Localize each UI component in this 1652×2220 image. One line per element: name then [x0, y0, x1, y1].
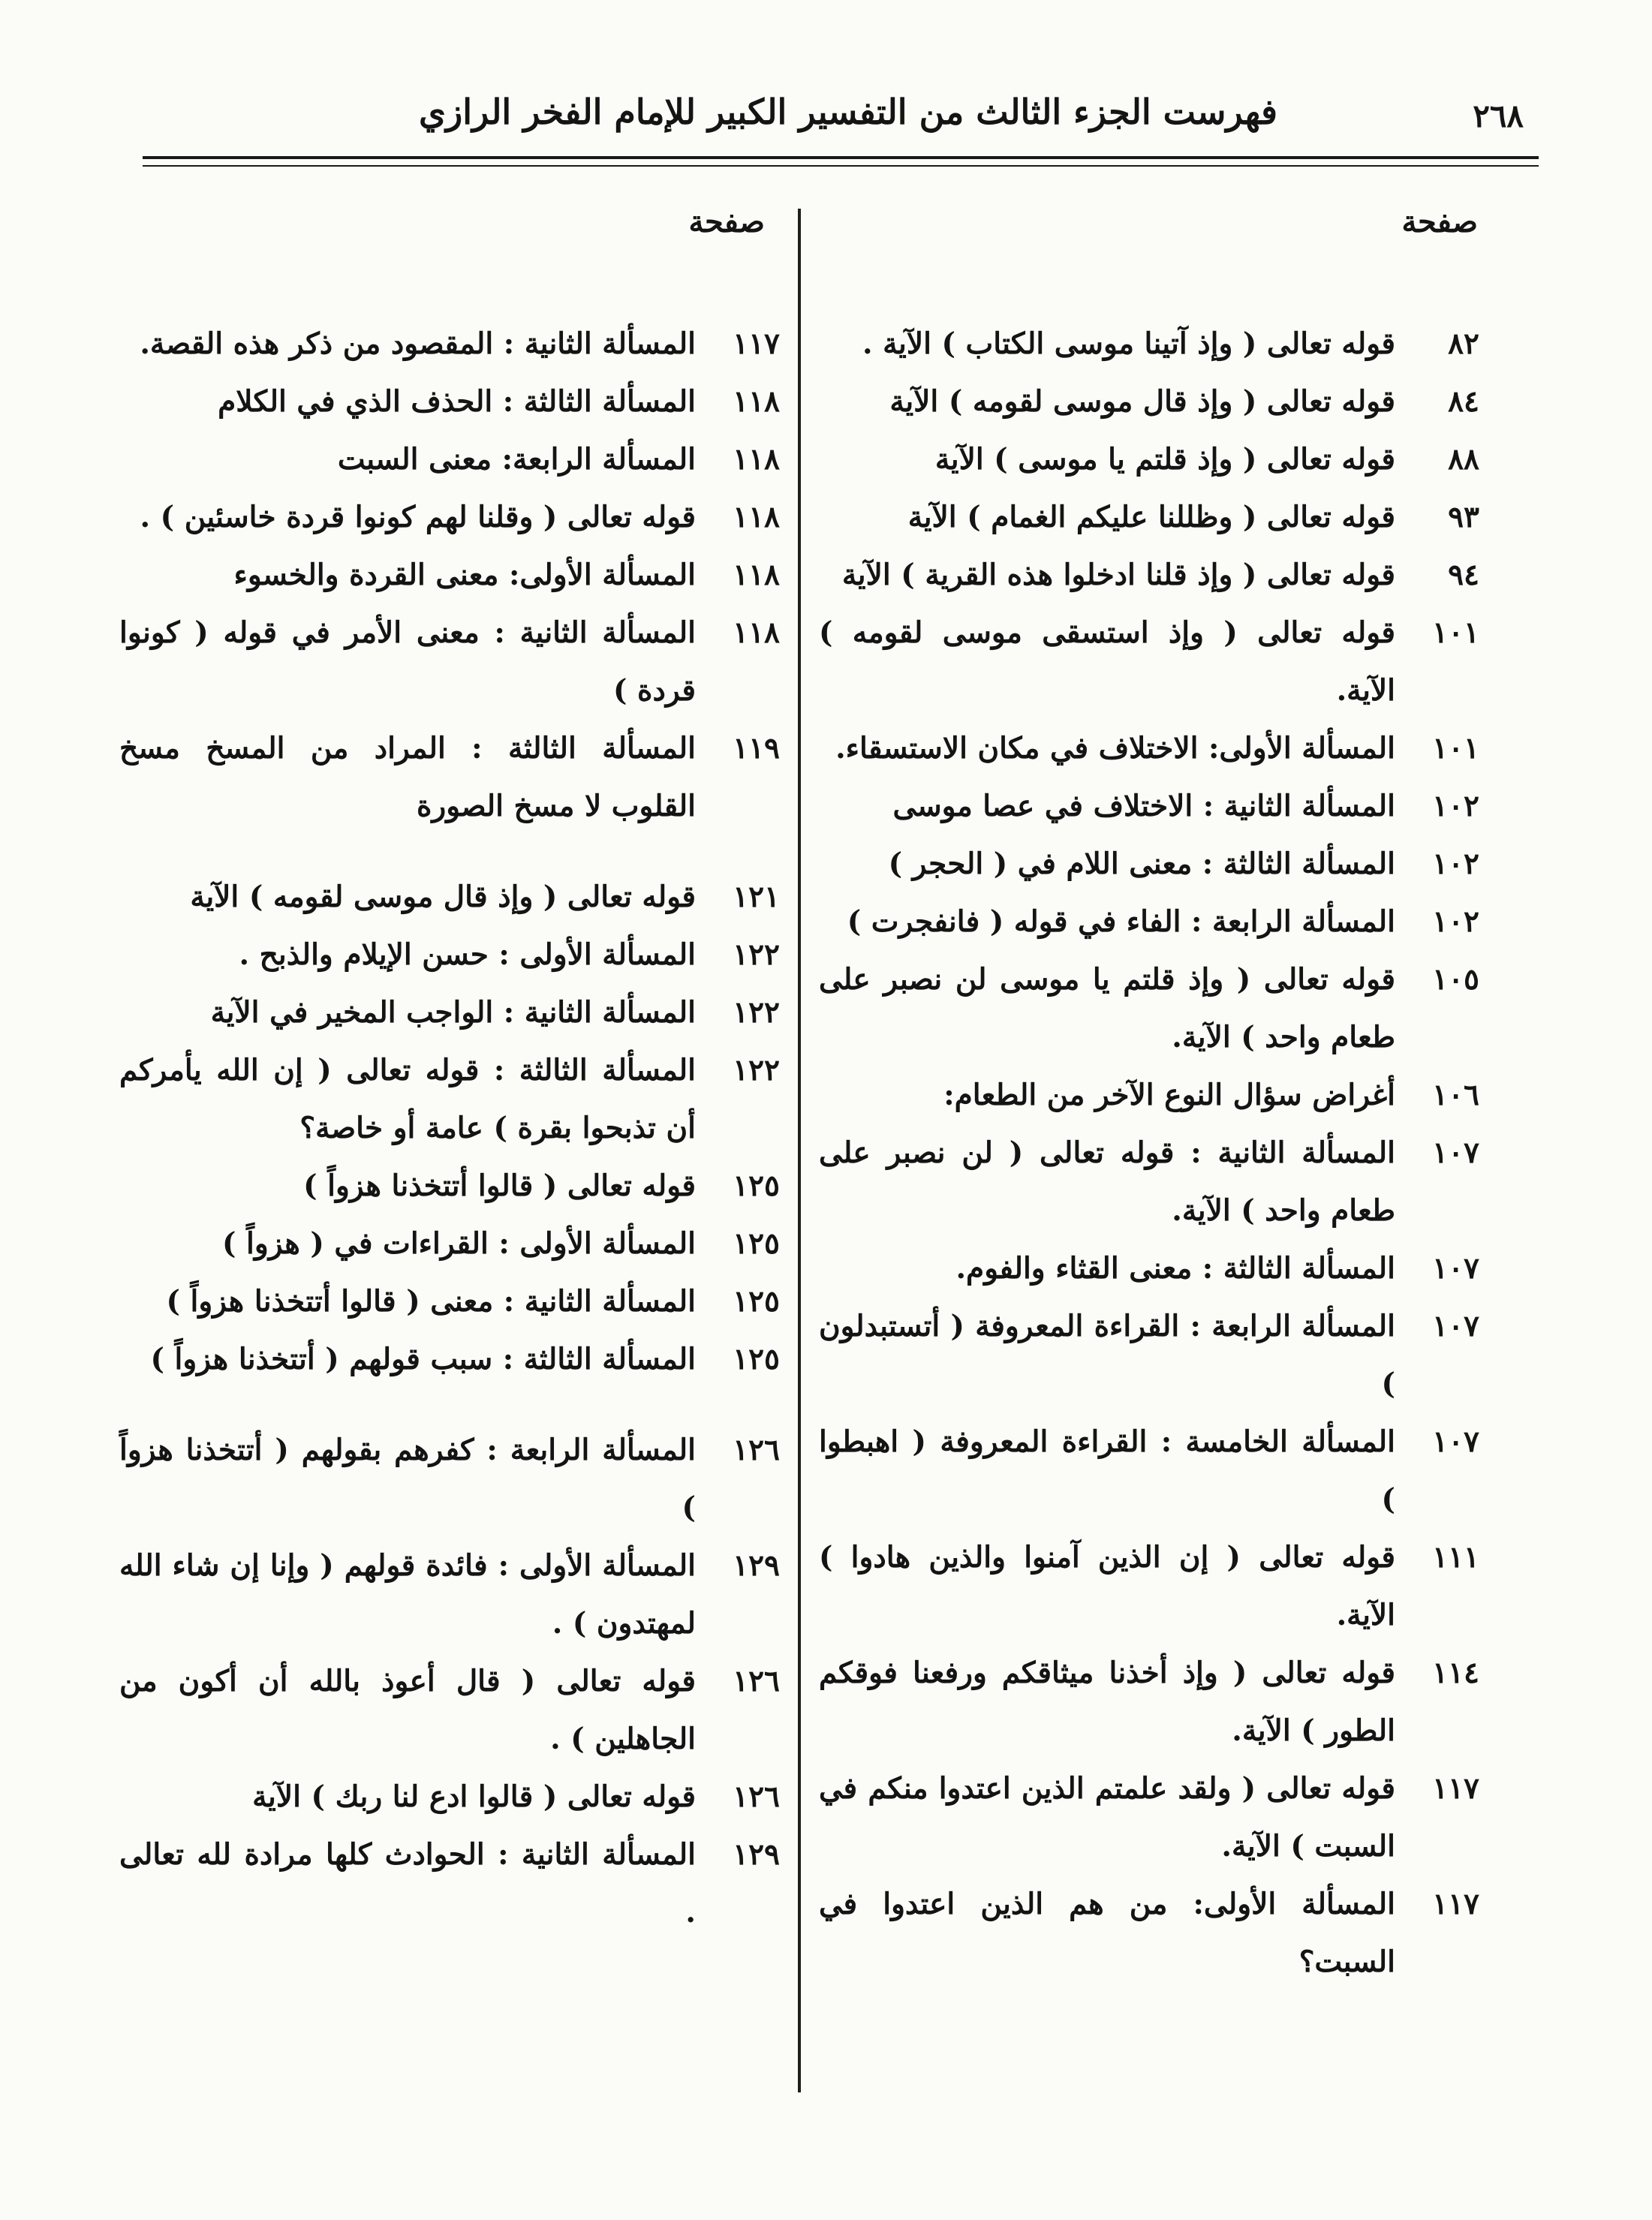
index-entry: [819, 893, 1479, 951]
index-entry: [119, 868, 780, 926]
entry-page-number: ١١٤: [1432, 1656, 1479, 1690]
index-entry: [119, 1157, 780, 1215]
right-column-heading: صفحة: [1401, 204, 1478, 239]
index-entry: [819, 1876, 1479, 1991]
entry-page-number: ١٠٧: [1432, 1424, 1479, 1459]
entry-page-number: ١٢٥: [733, 1342, 780, 1376]
index-entry: [819, 1240, 1479, 1298]
index-entry: [819, 546, 1479, 604]
entry-title: المسألة الثالثة : معنى اللام في ( الحجر ): [888, 847, 1395, 881]
index-entry: [819, 1760, 1479, 1876]
entry-page-number: ٨٨: [1448, 442, 1479, 477]
entry-page-number: ١٢٦: [733, 1664, 780, 1698]
entry-page-number: ١٠٦: [1432, 1078, 1479, 1112]
entry-title: قوله تعالى ( قالوا ادع لنا ربك ) الآية: [252, 1779, 696, 1814]
index-entry: [119, 1826, 780, 1942]
entry-page-number: ١١٧: [733, 326, 780, 361]
index-entry: [119, 984, 780, 1042]
index-entry: [119, 1042, 780, 1157]
entry-title: قوله تعالى ( ولقد علمتم الذين اعتدوا منكم في السبت ) الآية.: [819, 1771, 1395, 1864]
entry-page-number: ١٠٢: [1432, 847, 1479, 881]
entry-title: المسألة الخامسة : القراءة المعروفة ( اهبطوا ): [819, 1424, 1395, 1517]
index-entry: [119, 1537, 780, 1653]
entry-page-number: ١١٩: [733, 731, 780, 766]
entry-title: المسألة الثالثة : قوله تعالى ( إن الله يأمركم أن تذبحوا بقرة ) عامة أو خاصة؟: [119, 1053, 696, 1145]
index-entry: [819, 1298, 1479, 1413]
entry-title: المسألة الثالثة : معنى القثاء والفوم.: [955, 1251, 1395, 1286]
entry-page-number: ١١٨: [733, 615, 780, 650]
index-entry: [819, 315, 1479, 373]
entry-page-number: ١٠١: [1432, 731, 1479, 766]
index-entry: [119, 720, 780, 835]
index-entry: [819, 1413, 1479, 1529]
index-entry: [119, 1653, 780, 1768]
page-header: [143, 75, 1539, 158]
index-entry: [819, 489, 1479, 546]
entry-page-number: ١٢٦: [733, 1779, 780, 1814]
entry-title: قوله تعالى ( وإذ قلتم يا موسى ) الآية: [934, 442, 1395, 477]
entry-page-number: ١٠١: [1432, 615, 1479, 650]
index-entry: [119, 604, 780, 720]
entry-page-number: ١١٨: [733, 500, 780, 534]
entry-page-number: ١٢٢: [733, 937, 780, 972]
index-entry: [819, 778, 1479, 835]
entry-title: المسألة الثالثة : الحذف الذي في الكلام: [218, 384, 696, 419]
entry-title: المسألة الرابعة : كفرهم بقولهم ( أتتخذنا هزواً ): [119, 1433, 696, 1525]
entry-title: المسألة الرابعة: معنى السبت: [337, 442, 696, 477]
entry-page-number: ١٠٢: [1432, 789, 1479, 823]
index-entry: [819, 720, 1479, 778]
entry-title: المسألة الثانية : الحوادث كلها مرادة لله تعالى .: [119, 1837, 696, 1930]
entry-title: المسألة الرابعة : القراءة المعروفة ( أتستبدلون ): [819, 1309, 1395, 1401]
entry-title: المسألة الثالثة : المراد من المسخ مسخ القلوب لا مسخ الصورة: [119, 731, 696, 823]
index-entry: [819, 1644, 1479, 1760]
entry-title: قوله تعالى ( وإذ قال موسى لقومه ) الآية: [889, 384, 1395, 419]
section-spacer: [119, 1388, 780, 1421]
left-column: [119, 315, 780, 1942]
entry-title: المسألة الثانية : المقصود من ذكر هذه القصة.: [140, 326, 696, 361]
index-entry: [119, 1331, 780, 1388]
entry-page-number: ١٢٥: [733, 1284, 780, 1319]
entry-title: قوله تعالى ( وإذ قلتم يا موسى لن نصبر على طعام واحد ) الآية.: [819, 962, 1395, 1054]
left-column-heading: صفحة: [688, 204, 765, 239]
entry-title: المسألة الأولى : القراءات في ( هزواً ): [222, 1226, 696, 1261]
index-entry: [819, 373, 1479, 431]
entry-page-number: ٩٣: [1448, 500, 1479, 534]
entry-title: قوله تعالى ( قال أعوذ بالله أن أكون من الجاهلين ) .: [119, 1664, 696, 1756]
entry-page-number: ١٢٥: [733, 1226, 780, 1261]
entry-title: قوله تعالى ( إن الذين آمنوا والذين هادوا ) الآية.: [819, 1540, 1395, 1632]
entry-title: المسألة الثانية : معنى ( قالوا أتتخذنا هزواً ): [166, 1284, 696, 1319]
index-entry: [119, 926, 780, 984]
entry-title: قوله تعالى ( وقلنا لهم كونوا قردة خاسئين ) .: [140, 500, 696, 534]
index-entry: [119, 1768, 780, 1826]
entry-page-number: ١٢٢: [733, 995, 780, 1030]
entry-title: قوله تعالى ( وإذ قلنا ادخلوا هذه القرية ) الآية: [841, 558, 1395, 592]
entry-title: قوله تعالى ( وإذ أخذنا ميثاقكم ورفعنا فوقكم الطور ) الآية.: [819, 1656, 1395, 1748]
index-entry: [819, 951, 1479, 1066]
entry-title: قوله تعالى ( وإذ آتينا موسى الكتاب ) الآية .: [862, 326, 1395, 361]
section-spacer: [119, 835, 780, 868]
entry-page-number: ١٢٥: [733, 1169, 780, 1203]
entry-page-number: ١٢٦: [733, 1433, 780, 1467]
entry-page-number: ١١٧: [1432, 1887, 1479, 1921]
entry-title: قوله تعالى ( وإذ استسقى موسى لقومه ) الآية.: [819, 615, 1395, 708]
index-entry: [819, 1529, 1479, 1644]
index-entry: [119, 431, 780, 489]
entry-page-number: ١١٨: [733, 442, 780, 477]
entry-page-number: ١١١: [1432, 1540, 1479, 1575]
entry-title: المسألة الأولى: معنى القردة والخسوء: [233, 558, 696, 592]
entry-title: المسألة الثانية : الواجب المخير في الآية: [210, 995, 696, 1030]
entry-page-number: ١٢٩: [733, 1837, 780, 1872]
entry-page-number: ١٢١: [733, 880, 780, 914]
index-entry: [119, 489, 780, 546]
page-title: فهرست الجزء الثالث من التفسير الكبير للإمام الفخر الرازي: [419, 92, 1277, 132]
column-divider: [798, 209, 801, 2092]
entry-title: المسألة الأولى : حسن الإيلام والذبح .: [239, 937, 696, 972]
entry-title: قوله تعالى ( وظللنا عليكم الغمام ) الآية: [907, 500, 1395, 534]
entry-page-number: ١٠٥: [1432, 962, 1479, 997]
entry-page-number: ١٢٩: [733, 1548, 780, 1583]
entry-page-number: ١١٨: [733, 384, 780, 419]
index-entry: [119, 1421, 780, 1537]
entry-page-number: ٩٤: [1448, 558, 1479, 592]
entry-title: المسألة الأولى: من هم الذين اعتدوا في السبت؟: [819, 1887, 1395, 1979]
header-rule-thick: [143, 156, 1539, 159]
index-entry: [119, 1273, 780, 1331]
entry-page-number: ١٠٧: [1432, 1251, 1479, 1286]
entry-page-number: ٨٤: [1448, 384, 1479, 419]
entry-title: قوله تعالى ( وإذ قال موسى لقومه ) الآية: [190, 880, 696, 914]
index-entry: [119, 546, 780, 604]
index-entry: [819, 1124, 1479, 1240]
index-entry: [119, 373, 780, 431]
entry-title: أغراض سؤال النوع الآخر من الطعام:: [943, 1078, 1395, 1112]
entry-title: المسألة الثانية : الاختلاف في عصا موسى: [892, 789, 1395, 823]
entry-page-number: ٨٢: [1448, 326, 1479, 361]
index-entry: [819, 835, 1479, 893]
index-entry: [819, 431, 1479, 489]
entry-title: المسألة الثالثة : سبب قولهم ( أتتخذنا هزواً ): [150, 1342, 696, 1376]
entry-page-number: ١١٨: [733, 558, 780, 592]
page-number: ٢٦٨: [1473, 98, 1524, 134]
entry-title: المسألة الرابعة : الفاء في قوله ( فانفجرت ): [847, 904, 1395, 939]
entry-title: المسألة الأولى : فائدة قولهم ( وإنا إن شاء الله لمهتدون ) .: [119, 1548, 696, 1641]
entry-page-number: ١٠٧: [1432, 1136, 1479, 1170]
entry-page-number: ١٠٧: [1432, 1309, 1479, 1343]
entry-title: المسألة الثانية : قوله تعالى ( لن نصبر على طعام واحد ) الآية.: [819, 1136, 1395, 1228]
entry-page-number: ١٢٢: [733, 1053, 780, 1087]
index-entry: [819, 1066, 1479, 1124]
entry-title: المسألة الثانية : معنى الأمر في قوله ( كونوا قردة ): [119, 615, 696, 708]
entry-page-number: ١١٧: [1432, 1771, 1479, 1806]
right-column: [819, 315, 1479, 1991]
entry-title: قوله تعالى ( قالوا أتتخذنا هزواً ): [303, 1169, 696, 1203]
entry-page-number: ١٠٢: [1432, 904, 1479, 939]
index-entry: [819, 604, 1479, 720]
header-rule-thin: [143, 165, 1539, 167]
entry-title: المسألة الأولى: الاختلاف في مكان الاستسقاء.: [835, 731, 1395, 766]
index-entry: [119, 315, 780, 373]
index-entry: [119, 1215, 780, 1273]
